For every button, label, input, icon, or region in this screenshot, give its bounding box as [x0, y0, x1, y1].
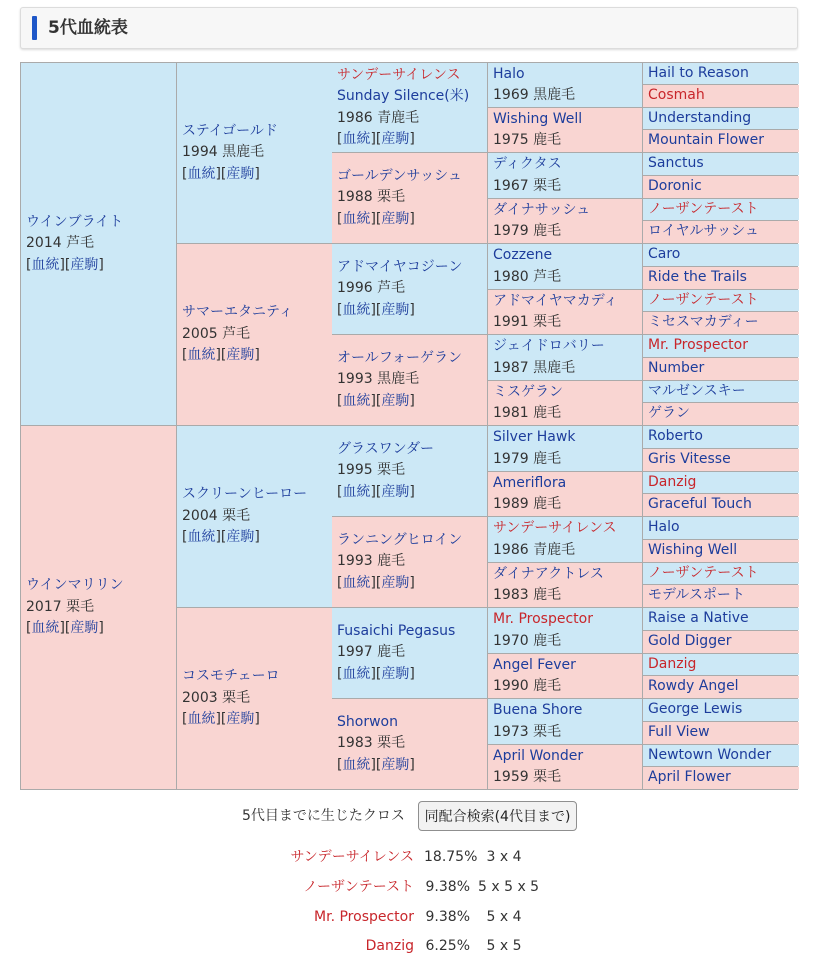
- pedigree-link[interactable]: 血統: [342, 301, 371, 318]
- bracket: [: [182, 711, 188, 728]
- pedigree-cell-gen3: [332, 517, 487, 607]
- pedigree-cell-gen4: [488, 472, 642, 516]
- same-mating-search-button[interactable]: 同配合検索(4代目まで): [418, 801, 577, 831]
- pedigree-cell-gen4: [488, 699, 642, 744]
- horse-name-link[interactable]: ダイナアクトレス: [493, 565, 604, 582]
- bracket: ][: [59, 620, 71, 637]
- bracket: ]: [409, 756, 415, 773]
- bracket: ]: [409, 483, 415, 500]
- horse-name-link[interactable]: Mr. Prospector: [493, 611, 593, 627]
- cell-links: [337, 209, 485, 231]
- pedigree-link[interactable]: 血統: [187, 165, 216, 182]
- bracket: [: [337, 301, 343, 318]
- pedigree-cell-gen5: [643, 654, 799, 675]
- horse-name-link[interactable]: Number: [648, 360, 705, 377]
- horse-name-link[interactable]: Doronic: [648, 178, 702, 195]
- cross-row: [0, 935, 816, 957]
- cross-horse-link[interactable]: ノーザンテースト: [303, 879, 414, 895]
- horse-name-link[interactable]: Gold Digger: [648, 633, 732, 650]
- birth-year-coat: 1970 鹿毛: [493, 632, 562, 649]
- birth-year-coat: 1989 鹿毛: [493, 496, 562, 512]
- pedigree-table: [20, 62, 798, 790]
- pedigree-cell-gen5: [643, 108, 799, 129]
- horse-name-link[interactable]: Sanctus: [648, 155, 704, 172]
- pedigree-link[interactable]: 血統: [187, 529, 216, 546]
- pedigree-cell-gen3: [332, 426, 487, 516]
- pedigree-cell-gen5: [643, 403, 799, 425]
- birth-year-coat: 1986 青鹿毛: [493, 541, 576, 558]
- cross-row: [0, 846, 816, 868]
- cell-links: [26, 618, 174, 640]
- cell-links: [337, 573, 485, 595]
- pedigree-cell-gen4: [488, 108, 642, 152]
- pedigree-cell-gen5: [643, 426, 799, 448]
- bracket: [: [337, 574, 343, 591]
- bracket: ]: [409, 665, 415, 682]
- horse-name-link[interactable]: Understanding: [648, 109, 752, 126]
- horse-name-link[interactable]: Graceful Touch: [648, 496, 752, 513]
- horse-name-link[interactable]: Mr. Prospector: [648, 337, 748, 354]
- pedigree-cell-gen3: [332, 608, 487, 698]
- pedigree-cell-gen4: [488, 153, 642, 198]
- pedigree-cell-gen4: [488, 290, 642, 334]
- cross-label: 5代目までに生じたクロス: [242, 808, 405, 824]
- horse-name-link[interactable]: サンデーサイレンス: [337, 66, 461, 83]
- cell-links: [337, 482, 485, 504]
- horse-name-link[interactable]: George Lewis: [648, 701, 743, 718]
- progeny-link[interactable]: 産駒: [226, 711, 255, 728]
- pedigree-link[interactable]: 血統: [342, 574, 371, 591]
- pedigree-cell-gen5: [643, 63, 799, 84]
- pedigree-cell-gen5: [643, 312, 799, 334]
- horse-name-link[interactable]: Roberto: [648, 428, 703, 445]
- bracket: [: [26, 620, 32, 637]
- bracket: ][: [370, 483, 382, 500]
- birth-year-coat: 1981 鹿毛: [493, 405, 562, 421]
- pedigree-cell-gen2: [177, 426, 332, 607]
- pedigree-link[interactable]: 血統: [342, 483, 371, 500]
- pedigree-cell-gen3: [332, 699, 487, 789]
- progeny-link[interactable]: 産駒: [381, 301, 410, 318]
- bracket: [: [337, 756, 343, 773]
- pedigree-cell-gen4: [488, 654, 642, 698]
- pedigree-cell-gen3: [332, 335, 487, 425]
- progeny-link[interactable]: 産駒: [381, 665, 410, 682]
- bracket: [: [182, 165, 188, 182]
- pedigree-cell-gen4: [488, 608, 642, 653]
- bracket: ][: [215, 347, 227, 364]
- bracket: ]: [98, 620, 104, 637]
- birth-year-coat: 1988 栗毛: [337, 189, 406, 206]
- birth-year-coat: 2005 芦毛: [182, 325, 251, 342]
- birth-year-coat: 1980 芦毛: [493, 268, 562, 285]
- cross-horse-link[interactable]: Mr. Prospector: [314, 909, 414, 925]
- pedigree-cell-gen5: [643, 267, 799, 289]
- bracket: ]: [409, 210, 415, 227]
- cross-pattern: 5 x 5 x 5: [478, 879, 540, 895]
- birth-year-coat: 2003 栗毛: [182, 689, 251, 706]
- progeny-link[interactable]: 産駒: [70, 256, 99, 273]
- horse-name-link[interactable]: Silver Hawk: [493, 429, 576, 445]
- bracket: ][: [370, 131, 382, 147]
- cell-links: [182, 345, 330, 367]
- horse-name-link[interactable]: ノーザンテースト: [648, 564, 759, 581]
- cross-pattern: 3 x 4: [486, 849, 522, 865]
- horse-name-link[interactable]: モデルスポート: [648, 587, 745, 604]
- horse-name-link[interactable]: ステイゴールド: [182, 122, 278, 139]
- birth-year-coat: 1979 鹿毛: [493, 450, 562, 467]
- birth-year-coat: 1997 鹿毛: [337, 644, 406, 661]
- birth-year-coat: 1993 黒鹿毛: [337, 371, 420, 388]
- pedigree-link[interactable]: 血統: [187, 711, 216, 728]
- birth-year-coat: 1967 栗毛: [493, 177, 562, 194]
- birth-year-coat: 1996 芦毛: [337, 280, 406, 297]
- pedigree-cell-gen4: [488, 426, 642, 471]
- progeny-link[interactable]: 産駒: [226, 165, 255, 182]
- pedigree-cell-gen5: [643, 358, 799, 380]
- birth-year-coat: 1979 鹿毛: [493, 223, 562, 239]
- bracket: ][: [215, 711, 227, 728]
- pedigree-cell-gen4: [488, 199, 642, 243]
- cell-links: [182, 709, 330, 731]
- birth-year-coat: 1994 黒鹿毛: [182, 144, 265, 161]
- horse-name-link[interactable]: Raise a Native: [648, 610, 749, 627]
- horse-name-link[interactable]: Mountain Flower: [648, 132, 764, 149]
- cross-horse-link[interactable]: Danzig: [365, 938, 414, 954]
- horse-name-link[interactable]: Shorwon: [337, 713, 398, 730]
- pedigree-link[interactable]: 血統: [342, 756, 371, 773]
- pedigree-cell-gen1: [21, 426, 176, 789]
- bracket: [: [26, 256, 32, 273]
- birth-year-coat: 1969 黒鹿毛: [493, 87, 576, 103]
- horse-name-link[interactable]: グラスワンダー: [337, 440, 435, 457]
- horse-name-link[interactable]: Hail to Reason: [648, 64, 749, 81]
- horse-name-link[interactable]: マルゼンスキー: [648, 382, 746, 399]
- progeny-link[interactable]: 産駒: [381, 574, 410, 591]
- pedigree-cell-gen5: [643, 290, 799, 311]
- birth-year-coat: 2004 栗毛: [182, 507, 251, 524]
- horse-name-link[interactable]: アドマイヤマカディ: [493, 292, 618, 309]
- bracket: ][: [370, 392, 382, 409]
- pedigree-cell-gen5: [643, 221, 799, 243]
- horse-name-link[interactable]: ダイナサッシュ: [493, 201, 591, 218]
- cell-links: [26, 255, 174, 277]
- pedigree-cell-gen2: [177, 63, 332, 243]
- pedigree-cell-gen5: [643, 699, 799, 721]
- pedigree-cell-gen2: [177, 608, 332, 789]
- horse-name-link[interactable]: ディクタス: [493, 156, 562, 172]
- horse-name-link[interactable]: Ride the Trails: [648, 269, 747, 286]
- cross-row: [0, 876, 816, 898]
- horse-name-link[interactable]: Halo: [493, 65, 525, 82]
- bracket: ]: [254, 165, 260, 182]
- horse-name-link[interactable]: コスモチェーロ: [182, 668, 280, 685]
- cell-links: [182, 164, 330, 186]
- progeny-link[interactable]: 産駒: [381, 756, 410, 773]
- cell-links: [337, 755, 485, 777]
- birth-year-coat: 1959 栗毛: [493, 769, 562, 785]
- pedigree-cell-gen5: [643, 517, 799, 539]
- pedigree-cell-gen3: [332, 153, 487, 243]
- pedigree-link[interactable]: 血統: [31, 620, 60, 637]
- pedigree-link[interactable]: 血統: [342, 131, 371, 147]
- pedigree-link[interactable]: 血統: [342, 210, 371, 227]
- horse-name-link[interactable]: Danzig: [648, 473, 697, 490]
- horse-name-link[interactable]: アドマイヤコジーン: [337, 258, 463, 275]
- progeny-link[interactable]: 産駒: [381, 210, 410, 227]
- pedigree-link[interactable]: 血統: [342, 392, 371, 409]
- bracket: ][: [215, 529, 227, 546]
- cell-links: [182, 527, 330, 549]
- pedigree-cell-gen4: [488, 335, 642, 380]
- pedigree-link[interactable]: 血統: [342, 665, 371, 682]
- cross-row: [0, 906, 816, 928]
- bracket: [: [337, 210, 343, 227]
- birth-year-coat: 1993 鹿毛: [337, 553, 406, 570]
- pedigree-cell-gen5: [643, 767, 799, 789]
- pedigree-cell-gen1: [21, 63, 176, 425]
- pedigree-cell-gen5: [643, 449, 799, 471]
- progeny-link[interactable]: 産駒: [226, 347, 255, 364]
- pedigree-cell-gen5: [643, 608, 799, 630]
- pedigree-cell-gen5: [643, 381, 799, 402]
- cell-links: [337, 391, 485, 413]
- birth-year-coat: 1987 黒鹿毛: [493, 359, 576, 376]
- bracket: ][: [370, 210, 382, 227]
- cell-links: [337, 300, 485, 322]
- horse-name-link[interactable]: ロイヤルサッシュ: [648, 223, 759, 240]
- cross-percentage: 9.38%: [425, 909, 470, 925]
- bracket: ][: [59, 256, 71, 273]
- pedigree-cell-gen4: [488, 745, 642, 789]
- bracket: ]: [409, 301, 415, 318]
- cross-pattern: 5 x 4: [486, 909, 522, 925]
- birth-year-coat: 2014 芦毛: [26, 235, 95, 252]
- pedigree-cell-gen2: [177, 244, 332, 425]
- cross-pattern: 5 x 5: [486, 938, 522, 954]
- horse-name-link[interactable]: ノーザンテースト: [648, 291, 759, 308]
- progeny-link[interactable]: 産駒: [70, 620, 99, 637]
- horse-name-link[interactable]: Gris Vitesse: [648, 451, 731, 468]
- progeny-link[interactable]: 産駒: [381, 483, 410, 500]
- pedigree-cell-gen5: [643, 472, 799, 493]
- horse-name-link[interactable]: Ameriflora: [493, 474, 567, 491]
- horse-name-link[interactable]: スクリーンヒーロー: [182, 486, 308, 503]
- horse-name-link[interactable]: Wishing Well: [648, 542, 738, 559]
- birth-year-coat: 1973 栗毛: [493, 723, 562, 740]
- pedigree-cell-gen4: [488, 517, 642, 562]
- birth-year-coat: 1975 鹿毛: [493, 132, 562, 148]
- pedigree-cell-gen5: [643, 722, 799, 744]
- horse-name-link[interactable]: April Wonder: [493, 747, 584, 764]
- pedigree-link[interactable]: 血統: [31, 256, 60, 273]
- progeny-link[interactable]: 産駒: [381, 392, 410, 409]
- horse-name-link[interactable]: Wishing Well: [493, 110, 583, 127]
- pedigree-cell-gen5: [643, 563, 799, 584]
- horse-name-link[interactable]: サンデーサイレンス: [493, 520, 617, 536]
- pedigree-cell-gen5: [643, 745, 799, 766]
- horse-name-link[interactable]: ウインブライト: [26, 213, 124, 230]
- pedigree-cell-gen5: [643, 631, 799, 653]
- horse-name-link[interactable]: ノーザンテースト: [648, 200, 759, 217]
- pedigree-link[interactable]: 血統: [187, 347, 216, 364]
- pedigree-cell-gen5: [643, 335, 799, 357]
- pedigree-cell-gen4: [488, 563, 642, 607]
- pedigree-cell-gen5: [643, 585, 799, 607]
- bracket: ]: [409, 131, 415, 147]
- horse-name-link[interactable]: オールフォーゲラン: [337, 349, 463, 366]
- horse-name-link[interactable]: ミスゲラン: [493, 383, 563, 400]
- cell-links: [337, 129, 485, 151]
- horse-name-link[interactable]: Danzig: [648, 655, 697, 672]
- bracket: [: [337, 131, 343, 147]
- bracket: ]: [254, 529, 260, 546]
- horse-name-link[interactable]: Caro: [648, 246, 681, 263]
- horse-name-link[interactable]: サマーエタニティ: [182, 304, 293, 321]
- birth-year-coat: 1995 栗毛: [337, 462, 406, 479]
- pedigree-cell-gen4: [488, 63, 642, 107]
- horse-name-link[interactable]: Buena Shore: [493, 702, 583, 718]
- bracket: [: [337, 665, 343, 682]
- birth-year-coat: 1983 栗毛: [337, 735, 406, 752]
- bracket: [: [337, 392, 343, 409]
- cross-percentage: 18.75%: [424, 849, 478, 865]
- bracket: [: [182, 347, 188, 364]
- birth-year-coat: 2017 栗毛: [26, 598, 95, 615]
- pedigree-cell-gen5: [643, 494, 799, 516]
- horse-name-link[interactable]: Cozzene: [493, 247, 553, 263]
- bracket: ]: [409, 574, 415, 591]
- pedigree-cell-gen3: [332, 63, 487, 152]
- pedigree-cell-gen5: [643, 676, 799, 698]
- horse-name-link[interactable]: Full View: [648, 724, 710, 741]
- cell-links: [337, 664, 485, 686]
- header-accent-bar: [32, 16, 37, 40]
- cross-percentage: 6.25%: [425, 938, 470, 954]
- horse-name-alt-link[interactable]: Sunday Silence(米): [337, 88, 470, 104]
- horse-name-link[interactable]: ゴールデンサッシュ: [337, 167, 462, 184]
- bracket: ][: [370, 756, 382, 773]
- pedigree-cell-gen4: [488, 244, 642, 289]
- bracket: ][: [370, 574, 382, 591]
- birth-year-coat: 1991 栗毛: [493, 314, 562, 330]
- bracket: [: [337, 483, 343, 500]
- pedigree-cell-gen4: [488, 381, 642, 425]
- pedigree-cell-gen5: [643, 244, 799, 266]
- horse-name-link[interactable]: April Flower: [648, 769, 731, 786]
- bracket: ]: [409, 392, 415, 409]
- horse-name-link[interactable]: ミセスマカディー: [648, 314, 759, 331]
- horse-name-link[interactable]: Cosmah: [648, 87, 705, 104]
- horse-name-link[interactable]: Fusaichi Pegasus: [337, 622, 456, 639]
- horse-name-link[interactable]: Angel Fever: [493, 656, 576, 673]
- progeny-link[interactable]: 産駒: [226, 529, 255, 546]
- bracket: ]: [98, 256, 104, 273]
- bracket: ][: [215, 165, 227, 182]
- birth-year-coat: 1986 青鹿毛: [337, 109, 420, 126]
- birth-year-coat: 1990 鹿毛: [493, 678, 562, 694]
- horse-name-link[interactable]: ゲラン: [648, 405, 690, 422]
- bracket: ]: [254, 347, 260, 364]
- pedigree-cell-gen5: [643, 85, 799, 107]
- cross-percentage: 9.38%: [425, 879, 470, 895]
- cross-horse-link[interactable]: サンデーサイレンス: [290, 849, 414, 865]
- horse-name-link[interactable]: ウインマリリン: [26, 577, 124, 594]
- horse-name-link[interactable]: Halo: [648, 519, 680, 536]
- bracket: ]: [254, 711, 260, 728]
- bracket: [: [182, 529, 188, 546]
- pedigree-cell-gen3: [332, 244, 487, 334]
- page-title: 5代血統表: [48, 18, 128, 38]
- pedigree-cell-gen5: [643, 176, 799, 198]
- bracket: ][: [370, 301, 382, 318]
- horse-name-link[interactable]: Newtown Wonder: [648, 746, 772, 763]
- pedigree-cell-gen5: [643, 199, 799, 220]
- pedigree-cell-gen5: [643, 153, 799, 175]
- horse-name-link[interactable]: ランニングヒロイン: [337, 531, 463, 548]
- pedigree-cell-gen5: [643, 540, 799, 562]
- pedigree-section-header: [20, 7, 798, 49]
- horse-name-link[interactable]: Rowdy Angel: [648, 678, 739, 695]
- horse-name-link[interactable]: ジェイドロバリー: [493, 338, 605, 354]
- progeny-link[interactable]: 産駒: [381, 131, 410, 147]
- bracket: ][: [370, 665, 382, 682]
- pedigree-cell-gen5: [643, 130, 799, 152]
- birth-year-coat: 1983 鹿毛: [493, 587, 562, 603]
